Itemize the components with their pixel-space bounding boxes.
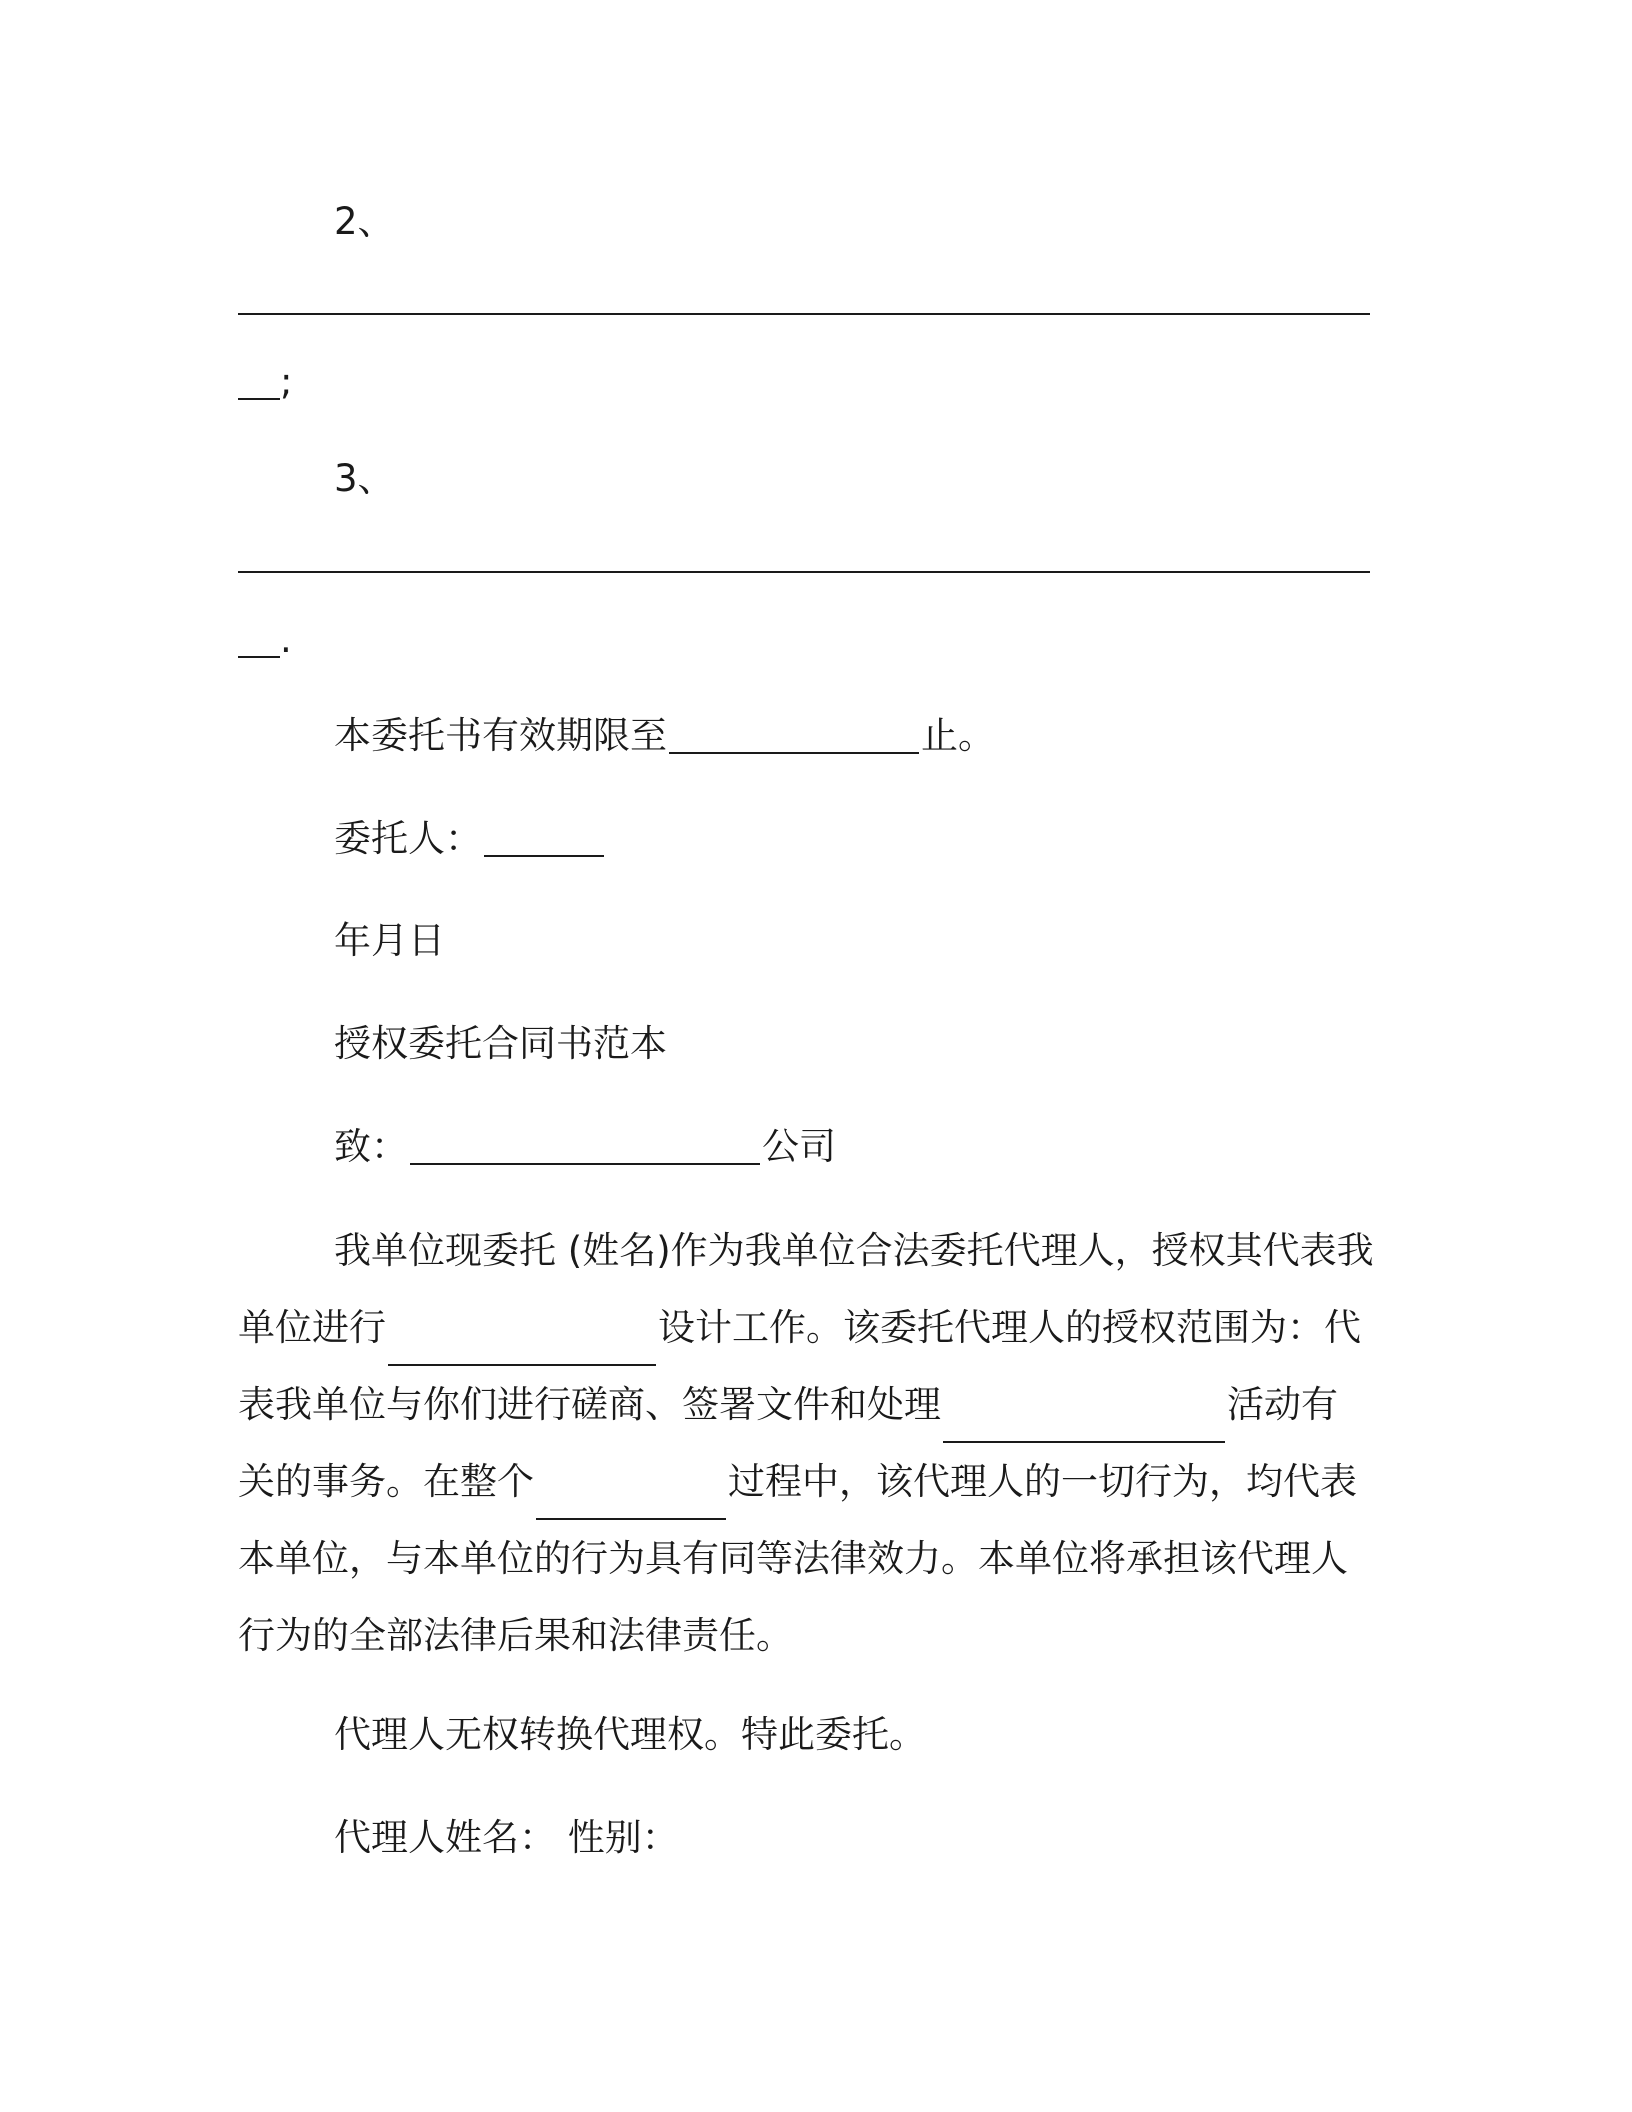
body-row-5: 本单位，与本单位的行为具有同等法律效力。本单位将承担该代理人	[238, 1537, 1348, 1580]
body-row-2-b: 设计工作。该委托代理人的授权范围为：代	[658, 1306, 1361, 1349]
to-suffix: 公司	[762, 1125, 836, 1168]
validity-blank	[669, 720, 919, 754]
body-row-3	[238, 1366, 1378, 1443]
agent-info-line: 代理人姓名： 性别：	[334, 1816, 679, 1859]
item-3-tail	[238, 618, 292, 661]
authorization-paragraph	[238, 1212, 1378, 1674]
item-3-label: 3、	[334, 457, 395, 500]
body-row-4-a: 关的事务。在整个	[238, 1460, 534, 1503]
item-2-label: 2、	[334, 200, 395, 243]
item-2-blank	[238, 313, 1370, 315]
date-line: 年月日	[334, 919, 445, 962]
to-line	[334, 1125, 836, 1168]
validity-suffix: 止。	[921, 714, 995, 757]
body-row-1: 我单位现委托 (姓名)作为我单位合法委托代理人，授权其代表我	[334, 1229, 1374, 1272]
principal-label: 委托人：	[334, 817, 482, 860]
item-2-tail	[238, 360, 293, 403]
body-row-2-a: 单位进行	[238, 1306, 386, 1349]
validity-line	[334, 714, 995, 757]
validity-prefix: 本委托书有效期限至	[334, 714, 667, 757]
principal-line	[334, 817, 606, 860]
body-row-4	[238, 1443, 1378, 1520]
no-transfer-line: 代理人无权转换代理权。特此委托。	[334, 1713, 926, 1756]
principal-blank	[484, 823, 604, 857]
body-row-6: 行为的全部法律后果和法律责任。	[238, 1614, 793, 1657]
body-row-3-a: 表我单位与你们进行磋商、签署文件和处理	[238, 1383, 941, 1426]
activity-blank	[943, 1409, 1225, 1443]
contract-title: 授权委托合同书范本	[334, 1022, 667, 1065]
item-3-blank	[238, 571, 1370, 573]
to-prefix: 致：	[334, 1125, 408, 1168]
body-row-3-b: 活动有	[1227, 1383, 1338, 1426]
process-blank	[536, 1486, 726, 1520]
body-row-2	[238, 1289, 1378, 1366]
body-row-4-b: 过程中，该代理人的一切行为，均代表	[728, 1460, 1357, 1503]
item-3-end-mark: .	[280, 618, 292, 661]
item-2-end-mark: ;	[280, 360, 293, 403]
company-blank	[410, 1131, 760, 1165]
design-work-blank	[388, 1332, 656, 1366]
